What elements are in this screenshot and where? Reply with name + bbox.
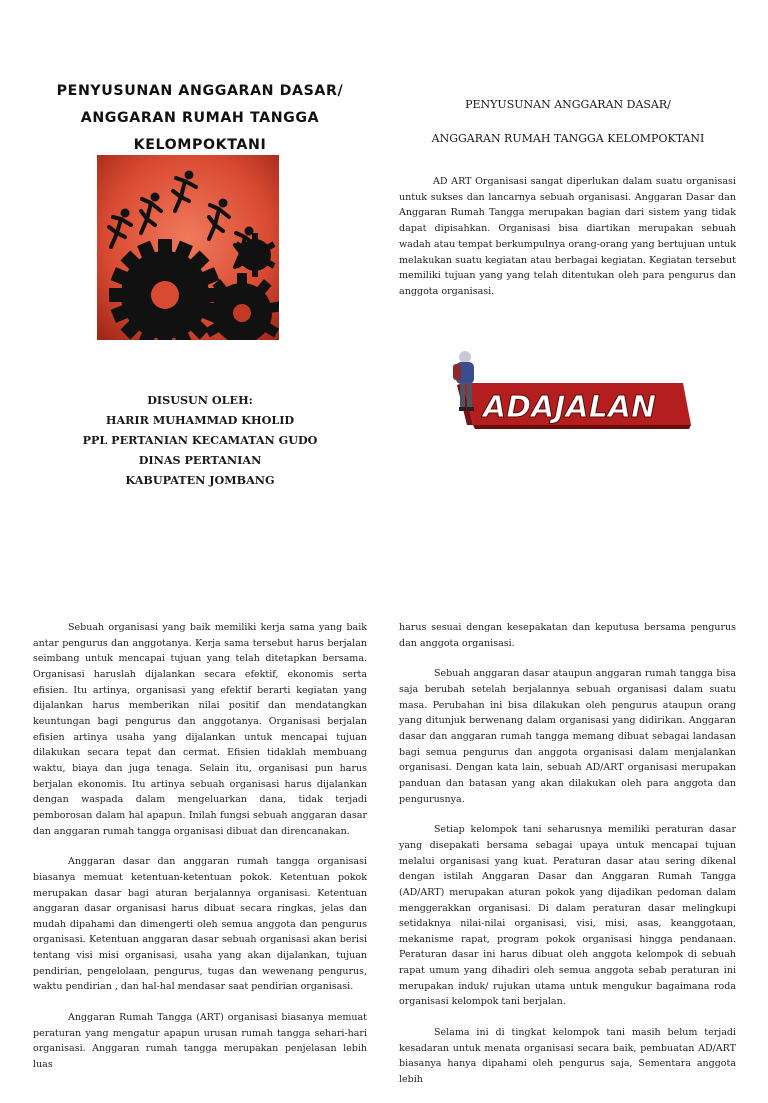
adajalan-logo	[443, 345, 693, 435]
cover-title	[40, 78, 360, 159]
body-paragraph: Sebuah anggaran dasar ataupun anggaran rumah tangga bisa saja berubah setelah berjalannya sebuah organisasi dalam suatu masa. Perubahan ini bisa dilakukan oleh pengurus ataupun orang yang ditunjuk berwenang dalam organisasi yang didirikan. Anggaran dasar dan anggaran rumah tangga memang dibuat sebagai landasan bagi semua pengurus dan anggota organisasi dalam menjalankan organisasi. Dengan kata lain, sebuah AD/ART organisasi merupakan panduan dan batasan yang akan dilakukan oleh para anggota dan pengurusnya.	[399, 668, 736, 805]
body-paragraph: Sebuah organisasi yang baik memiliki kerja sama yang baik antar pengurus dan anggotanya. Kerja sama tersebut harus berjalan seimbang untuk mencapai tujuan yang telah ditetapkan bersama. Organisasi haruslah dijalankan secara efektif, ekonomis serta efisien. Itu artinya, organisasi yang efektif berarti kegiatan yang dijalankan harus memberikan nilai positif dan mendatangkan keuntungan bagi pengurus dan anggotanya. Organisasi berjalan efisien artinya usaha yang dijalankan untuk mencapai tujuan dilakukan secara tepat dan cermat. Efisien tidaklah membuang waktu, biaya dan juga tenaga. Selain itu, organisasi pun harus berjalan ekonomis. Itu artinya sebuah organisasi harus dijalankan dengan waspada dalam mengeluarkan dana, tidak terjadi pemborosan dalam hal apapun. Inilah fungsi sebuah anggaran dasar dan anggaran rumah tangga organisasi dibuat dan direncanakan.	[33, 622, 367, 837]
body-paragraph: Selama ini di tingkat kelompok tani masih belum terjadi kesadaran untuk menata organisasi secara baik, pembuatan AD/ART biasanya hanya dipahami oleh pengurus saja, Sementara anggota lebih	[399, 1027, 736, 1086]
body-paragraph: Setiap kelompok tani seharusnya memiliki peraturan dasar yang disepakati bersama sebagai upaya untuk mencapai tujuan melalui organisasi yang kuat. Peraturan dasar atau sering dikenal dengan istilah Anggaran Dasar dan Anggaran Rumah Tangga (AD/ART) merupakan aturan pokok yang dijadikan pedoman dalam menggerakkan organisasi. Di dalam peraturan dasar melingkupi setidaknya nilai-nilai organisasi, visi, misi, asas, keanggotaan, mekanisme rapat, program pokok organisasi hingga pendanaan. Peraturan dasar ini harus dibuat oleh anggota kelompok di sebuah rapat umum yang dihadiri oleh semua anggota sebab peraturan ini merupakan induk/ rujukan utama untuk mengukur bagaimana roda organisasi kelompok tani berjalan.	[399, 824, 736, 1008]
cover-title-line: KELOMPOKTANI	[133, 137, 267, 153]
logo-text: ADAJALAN	[483, 390, 657, 425]
credits-line: PPL PERTANIAN KECAMATAN GUDO	[82, 433, 318, 447]
document-heading	[400, 96, 736, 147]
body-column-right	[399, 620, 736, 1103]
credits-line: DINAS PERTANIAN	[138, 453, 262, 467]
credits-line: HARIR MUHAMMAD KHOLID	[105, 413, 295, 427]
cover-title-line: ANGGARAN RUMAH TANGGA	[80, 110, 320, 126]
credits-line: DISUSUN OLEH:	[147, 393, 253, 407]
heading-line-1: PENYUSUNAN ANGGARAN DASAR/	[465, 98, 671, 111]
body-paragraph: Anggaran dasar dan anggaran rumah tangga organisasi biasanya memuat ketentuan-ketentuan pokok. Ketentuan pokok merupakan dasar bagi aturan berjalannya organisasi. Ketentuan anggaran dasar organisasi harus dibuat secara ringkas, jelas dan mudah dipahami dan dimengerti oleh semua anggota dan pengurus organisasi. Ketentuan anggaran dasar sebuah organisasi akan berisi tentang visi misi organisasi, usaha yang akan dijalankan, tujuan pendirian, pengelolaan, pengurus, tugas dan wewenang pengurus, waktu pendirian , dan hal-hal mendasar saat pendirian organisasi.	[33, 856, 367, 993]
cover-image	[97, 155, 279, 340]
heading-line-2: ANGGARAN RUMAH TANGGA KELOMPOKTANI	[431, 132, 705, 145]
credits-line: KABUPATEN JOMBANG	[125, 473, 275, 487]
body-column-left	[33, 620, 367, 1088]
intro-paragraph: AD ART Organisasi sangat diperlukan dalam suatu organisasi untuk sukses dan lancarnya sebuah organisasi. Anggaran Dasar dan Anggaran Rumah Tangga merupakan bagian dari sistem yang tidak dapat dipisahkan. Organisasi bisa diartikan merupakan sebuah wadah atau tempat berkumpulnya orang-orang yang bertujuan untuk melakukan suatu kegiatan atau berbagai kegiatan. Kegiatan tersebut memiliki tujuan yang yang telah ditentukan oleh para pengurus dan anggota organisasi.	[399, 176, 736, 297]
body-paragraph: Anggaran Rumah Tangga (ART) organisasi biasanya memuat peraturan yang mengatur apapun urusan rumah tangga sehari-hari organisasi. Anggaran rumah tangga merupakan penjelasan lebih luas	[33, 1012, 367, 1071]
cover-title-line: PENYUSUNAN ANGGARAN DASAR/	[56, 83, 344, 99]
body-paragraph: harus sesuai dengan kesepakatan dan keputusa bersama pengurus dan anggota organisasi.	[399, 622, 736, 649]
author-credits	[40, 390, 360, 490]
